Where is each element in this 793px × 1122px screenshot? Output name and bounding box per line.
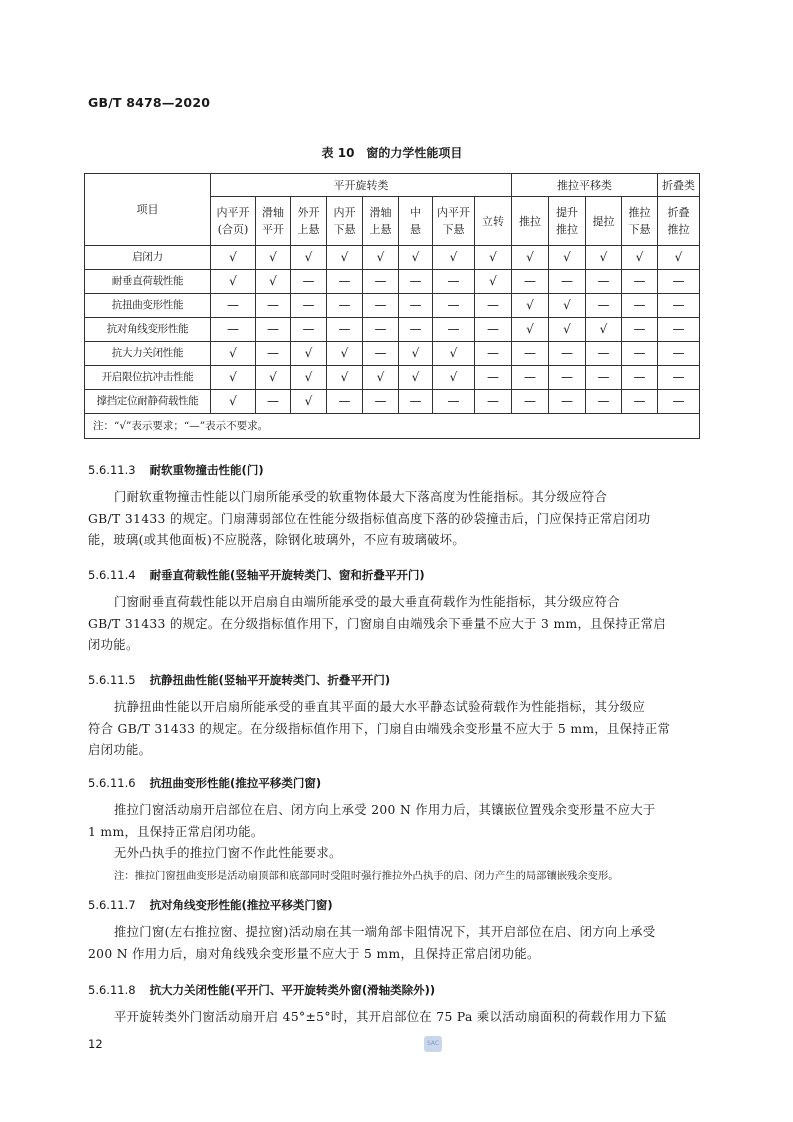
section-number: 5.6.11.4 [88,568,136,582]
column-header-line: 内平开 [437,206,470,219]
requirement-mark: — [586,294,622,318]
requirement-mark: — [586,342,622,366]
paragraph-line: 启闭功能。 [88,743,152,757]
requirement-mark: — [256,294,291,318]
table-row [85,342,700,366]
column-header [327,197,363,246]
column-header-line: 立转 [482,214,504,228]
requirement-mark: — [475,318,512,342]
requirement-mark: √ [291,342,327,366]
column-header-line: 推拉 [667,223,690,236]
column-header-line: 下悬 [628,223,651,236]
paragraph-line: 无外凸执手的推拉门窗不作此性能要求。 [114,846,342,860]
column-header-line: 平开 [262,223,284,236]
paragraph-line: 200 N 作用力后，扇对角线残余变形量不应大于 5 mm，且保持正常启闭功能。 [88,946,540,961]
requirement-mark: — [327,294,363,318]
standard-id: GB/T 8478—2020 [88,95,211,110]
row-item-name: 撑挡定位耐静荷载性能 [85,390,211,414]
requirement-mark: — [433,390,475,414]
sac-logo: SAC [424,1036,442,1052]
requirement-mark: — [658,270,700,294]
paragraph-line: 抗静扭曲性能以开启扇所能承受的垂直其平面的最大水平静态试验荷载作为性能指标，其分级应 [114,700,646,714]
column-header-line: (合页) [217,223,249,236]
requirement-mark: √ [211,246,256,270]
requirement-mark: √ [327,246,363,270]
requirement-mark: — [475,342,512,366]
requirement-mark: — [658,390,700,414]
requirement-mark: — [475,366,512,390]
section-heading [88,462,264,478]
column-header-line: 上悬 [297,223,320,236]
requirement-mark: — [211,294,256,318]
requirement-mark: √ [256,246,291,270]
section-heading [88,775,321,791]
row-item-name: 抗扭曲变形性能 [85,294,211,318]
requirement-mark: — [399,270,433,294]
requirement-mark: — [586,270,622,294]
requirement-mark: √ [327,342,363,366]
column-header-line: 推拉 [519,214,541,228]
requirement-mark: — [433,270,475,294]
requirement-mark: — [658,294,700,318]
requirement-mark: — [291,318,327,342]
column-header [433,197,475,246]
requirement-mark: — [549,342,586,366]
requirement-mark: — [622,270,658,294]
requirement-mark: √ [363,246,399,270]
requirement-mark: — [622,294,658,318]
requirement-mark: √ [211,342,256,366]
requirement-mark: √ [399,342,433,366]
requirement-mark: √ [327,366,363,390]
requirement-mark: — [622,366,658,390]
column-header-line: 滑轴 [369,206,392,219]
requirement-mark: — [433,318,475,342]
mechanical-performance-table [84,173,700,439]
requirement-mark: √ [256,366,291,390]
paragraph-line: 门窗耐垂直荷载性能以开启扇自由端所能承受的最大垂直荷载作为性能指标，其分级应符合 [114,595,620,609]
requirement-mark: √ [211,390,256,414]
requirement-mark: — [586,390,622,414]
requirement-mark: — [256,390,291,414]
table-row [85,366,700,390]
column-header [622,197,658,246]
requirement-mark: — [256,318,291,342]
paragraph-line: 符合 GB/T 31433 的规定。在分级指标值作用下，门扇自由端残余变形量不应大于 5 mm，且保持正常 [88,721,671,736]
column-header [549,197,586,246]
paragraph-line: GB/T 31433 的规定。在分级指标值作用下，门窗扇自由端残余下垂量不应大于 3 mm，且保持正常启 [88,616,666,631]
row-item-name: 开启限位抗冲击性能 [85,366,211,390]
requirement-mark: √ [433,246,475,270]
requirement-mark: √ [399,246,433,270]
requirement-mark: √ [291,390,327,414]
requirement-mark: — [549,366,586,390]
requirement-mark: √ [512,318,549,342]
requirement-mark: — [512,366,549,390]
page-number: 12 [88,1037,103,1051]
requirement-mark: — [658,366,700,390]
column-header-line: 外开 [297,206,320,219]
requirement-mark: — [549,390,586,414]
section-heading [88,982,435,998]
group-header-casement: 平开旋转类 [211,174,512,197]
section-title: 抗对角线变形性能(推拉平移类门窗) [149,898,333,912]
requirement-mark: — [363,270,399,294]
column-header-line: 折叠 [667,206,690,219]
column-header [256,197,291,246]
requirement-mark: √ [512,246,549,270]
requirement-mark: — [363,294,399,318]
requirement-mark: √ [433,342,475,366]
section-number: 5.6.11.6 [88,776,136,790]
row-item-name: 启闭力 [85,246,211,270]
requirement-mark: — [327,318,363,342]
section-title: 抗扭曲变形性能(推拉平移类门窗) [149,776,322,790]
requirement-mark: — [211,318,256,342]
requirement-mark: — [399,318,433,342]
requirement-mark: — [622,318,658,342]
requirement-mark: — [512,270,549,294]
requirement-mark: √ [658,246,700,270]
row-item-name: 耐垂直荷载性能 [85,270,211,294]
section-title: 耐软重物撞击性能(门) [149,463,264,477]
paragraph-line: 门耐软重物撞击性能以门扇所能承受的软重物体最大下落高度为性能指标。其分级应符合 [114,490,608,504]
column-header [475,197,512,246]
column-header-line: 悬 [410,223,421,236]
column-header [363,197,399,246]
table-row [85,318,700,342]
requirement-mark: — [475,294,512,318]
section-title: 抗大力关闭性能(平开门、平开旋转类外窗(滑轴类除外)) [149,983,436,997]
column-header-line: 下悬 [333,223,356,236]
section-heading [88,567,425,583]
requirement-mark: — [363,342,399,366]
section-number: 5.6.11.3 [88,463,136,477]
section-number: 5.6.11.5 [88,673,136,687]
requirement-mark: — [658,342,700,366]
column-header-line: 提升 [556,206,578,219]
requirement-mark: — [586,366,622,390]
table-caption: 表 10 窗的力学性能项目 [321,146,463,160]
requirement-mark: — [327,270,363,294]
requirement-mark: — [256,342,291,366]
paragraph-line: 推拉门窗活动扇开启部位在启、闭方向上承受 200 N 作用力后，其镶嵌位置残余变形量不应大于 [114,803,656,817]
requirement-mark: √ [433,366,475,390]
requirement-mark: — [622,342,658,366]
section-paragraph [88,1007,698,1029]
requirement-mark: — [399,390,433,414]
requirement-mark: — [291,270,327,294]
requirement-mark: √ [475,246,512,270]
table-row [85,246,700,270]
section-paragraph [88,592,698,657]
section-heading [88,897,333,913]
requirement-mark: — [512,342,549,366]
column-header [211,197,256,246]
paragraph-line: 能，玻璃(或其他面板)不应脱落，除钢化玻璃外，不应有玻璃破坏。 [88,533,466,547]
paragraph-line: GB/T 31433 的规定。门扇薄弱部位在性能分级指标值高度下落的砂袋撞击后，门应保持正常启闭功 [88,511,651,526]
paragraph-line: 1 mm，且保持正常启闭功能。 [88,824,264,839]
column-header [658,197,700,246]
requirement-mark: √ [512,294,549,318]
section-title: 耐垂直荷载性能(竖轴平开旋转类门、窗和折叠平开门) [149,568,425,582]
requirement-mark: — [475,390,512,414]
item-header: 项目 [85,174,211,246]
table-row [85,270,700,294]
table-row [85,294,700,318]
row-item-name: 抗大力关闭性能 [85,342,211,366]
requirement-mark: — [512,390,549,414]
column-header-line: 提拉 [592,214,615,228]
requirement-mark: √ [211,366,256,390]
table-note: 注：“√”表示要求；“—”表示不要求。 [85,414,700,439]
column-header-line: 滑轴 [262,206,284,219]
column-header-line: 内平开 [216,206,250,219]
requirement-mark: √ [586,318,622,342]
section-paragraph [88,800,698,865]
column-header-line: 推拉 [556,223,578,236]
column-header-line: 中 [410,206,421,219]
requirement-mark: √ [549,294,586,318]
row-item-name: 抗对角线变形性能 [85,318,211,342]
requirement-mark: √ [475,270,512,294]
requirement-mark: √ [549,246,586,270]
section-heading [88,672,390,688]
section-paragraph [88,922,698,965]
column-header-line: 内开 [333,206,356,219]
requirement-mark: √ [363,366,399,390]
requirement-mark: — [549,270,586,294]
column-header [291,197,327,246]
requirement-mark: √ [549,318,586,342]
requirement-mark: — [363,318,399,342]
section-number: 5.6.11.7 [88,898,136,912]
requirement-mark: — [433,294,475,318]
requirement-mark: — [658,318,700,342]
requirement-mark: — [622,390,658,414]
section-title: 抗静扭曲性能(竖轴平开旋转类门、折叠平开门) [149,673,391,687]
section-number: 5.6.11.8 [88,983,136,997]
column-header-line: 下悬 [442,223,465,236]
requirement-mark: — [327,390,363,414]
requirement-mark: √ [291,246,327,270]
paragraph-line: 平开旋转类外门窗活动扇开启 45°±5°时，其开启部位在 75 Pa 乘以活动扇面积的荷载作用力下猛 [114,1010,667,1024]
group-header-sliding: 推拉平移类 [512,174,658,197]
section-note: 注：推拉门窗扭曲变形是活动扇顶部和底部同时受阻时强行推拉外凸执手的启、闭力产生的局部镶嵌残余变形。 [114,869,619,882]
column-header [512,197,549,246]
requirement-mark: √ [256,270,291,294]
group-header-folding: 折叠类 [658,174,700,197]
paragraph-line: 闭功能。 [88,638,139,652]
requirement-mark: √ [211,270,256,294]
requirement-mark: √ [291,366,327,390]
requirement-mark: — [399,294,433,318]
column-header [399,197,433,246]
requirement-mark: √ [586,246,622,270]
table-row [85,390,700,414]
section-paragraph [88,697,698,762]
requirement-mark: — [363,390,399,414]
column-header [586,197,622,246]
paragraph-line: 推拉门窗(左右推拉窗、提拉窗)活动扇在其一端角部卡阻情况下，其开启部位在启、闭方向上承受 [114,925,656,939]
requirement-mark: √ [622,246,658,270]
requirement-mark: √ [399,366,433,390]
column-header-line: 上悬 [369,223,392,236]
requirement-mark: — [291,294,327,318]
column-header-line: 推拉 [628,206,651,219]
section-paragraph [88,487,698,552]
